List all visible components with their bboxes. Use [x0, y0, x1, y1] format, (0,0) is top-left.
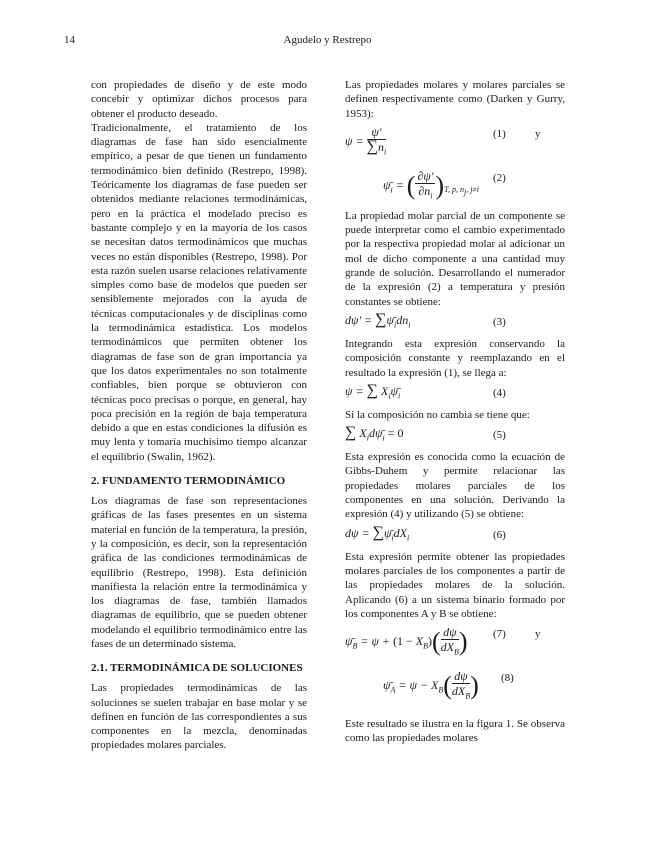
equation-3: $d\psi' = \sum\psī_idn_i$ (3): [345, 310, 506, 330]
paragraph: Este resultado se ilustra en la figura 1. Se observa como las propiedades molares: [345, 718, 565, 745]
section-heading: 2. FUNDAMENTO TERMODINÁMICO: [91, 475, 286, 488]
paragraph: Esta expresión es conocida como la ecuación de Gibbs-Duhem y permite relacionar las propiedades molares parciales de los componentes en una solución. Derivando la expresión (4) y utilizando (5) se obtiene:: [345, 451, 565, 521]
paragraph: Los diagramas de fase son representaciones gráficas de las fases presentes en un sistema material en función de la temperatura, la presión, y la composición, es decir, son la representación gráfica de las condiciones termodinámicas de equilibrio (Restrepo, 1998). Esta definición manifiesta la relación entre la termodinámica y los diagramas de fase, también llamados diagramas de equilibrio, que se pueden obtener modelando el equilibrio termodinámico entre las fases de un determinado sistema.: [91, 495, 307, 650]
paragraph: Si la composición no cambia se tiene que:: [345, 408, 530, 421]
running-head: Agudelo y Restrepo: [283, 34, 372, 46]
paragraph: Tradicionalmente, el tratamiento de los diagramas de fase han sido esencialmente empírico, a pesar de que tienen un fundamento termodinámico bien definido (Restrepo, 1998). Teóricamente los diagramas de fase pueden ser obtenidos mediante relaciones termodinámicas, pero en la práctica el modelado preciso es bastante complejo y en la mayoría de los casos se necesitan datos termodinámicos que muchas veces no están disponibles (Restrepo, 1998). Por esta razón suelen usarse relaciones relativamente simples como base de modelos que pueden ser sensiblemente mejorados con la ayuda de técnicas computacionales y de disciplinas como la termodinámica estadística. Los modelos termodinámicos que permiten obtener los diagramas de fase son de gran importancia ya que los datos experimentales no son totalmente confiables, bien porque se obtuvieron con técnicas poco precisas o porque, en general, hay poca precisión en la región de baja temperatura debido a que en estas condiciones la difusión es muy lenta y tomaría muchísimo tiempo alcanzar el equilibrio (Swalin, 1962).: [91, 121, 307, 463]
equation-1: ψ = $\frac{\psi'}{\sum n_i}$ (1) y: [345, 124, 541, 157]
right-column: [345, 78, 565, 746]
left-column: [91, 78, 307, 753]
equation-7: $\psī_B = \psi + (1 - X_B)$( $\frac{d\psi}{dX_B}$ ) (7) y: [345, 625, 541, 657]
subsection-heading: 2.1. TERMODINÁMICA DE SOLUCIONES: [91, 662, 303, 675]
equation-5: ∑ $X_id\psī_i = 0$ (5): [345, 424, 506, 443]
equation-6: $d\psi = \sum\psī_idX_i$ (6): [345, 523, 506, 543]
paragraph: con propiedades de diseño y de este modo concebir y optimizar dichos procesos para obtener el producto deseado.: [91, 79, 307, 120]
equation-2: $\psī_i$ = ( $\frac{\partial\psi'}{\partial n_i}$ )$_{T, p, n_j, j\ne i}$ (2): [383, 168, 506, 201]
paragraph: La propiedad molar parcial de un componente se puede interpretar como el cambio experimentado por la respectiva propiedad molar al adicionar un mol de dicho componente a una cantidad muy grande de solución. Desarrollando el numerador de la expresión (2) a temperatura y presión constantes se obtiene:: [345, 209, 565, 308]
paragraph: Esta expresión permite obtener las propiedades molares parciales de los componentes a partir de las propiedades molares de la solución. Aplicando (6) a un sistema binario formado por los componentes A y B se obtiene:: [345, 550, 565, 620]
paragraph: Las propiedades molares y molares parciales se definen respectivamente como (Darken y Gurry, 1953):: [345, 79, 565, 120]
equation-4: ψ = ∑ $X_i\psī_i$ (4): [345, 381, 506, 401]
paragraph: Integrando esta expresión conservando la composición constante y reemplazando en el resultado la expresión (1), se llega a:: [345, 337, 565, 379]
page-number: 14: [64, 34, 75, 46]
equation-8: $\psī_A = \psi - X_B$( $\frac{d\psi}{dX_B}$ ) (8): [383, 669, 514, 701]
paragraph: Las propiedades termodinámicas de las soluciones se suelen trabajar en base molar y se definen en función de las correspondientes a sus componentes en la mezcla, denominadas propiedades molares parciales.: [91, 682, 307, 752]
